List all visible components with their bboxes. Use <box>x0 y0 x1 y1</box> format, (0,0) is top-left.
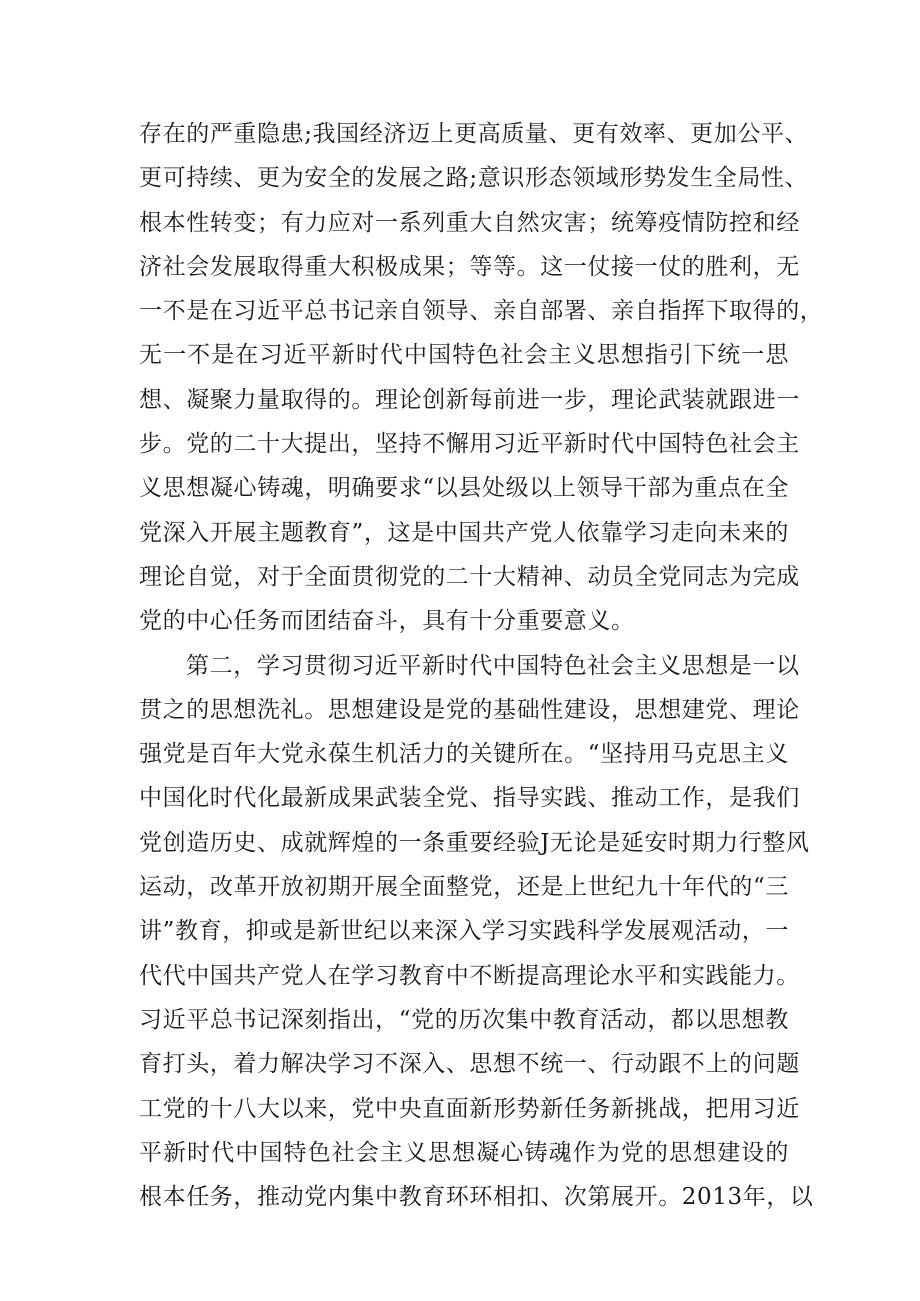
text-line: 平新时代中国特色社会主义思想凝心铸魂作为党的思想建设的 <box>139 1139 789 1166</box>
text-line: 工党的十八大以来，党中央直面新形势新任务新挑战，把用习近 <box>139 1095 800 1122</box>
text-line: 更可持续、更为安全的发展之路;意识形态领域形势发生全局性、 <box>139 165 809 192</box>
text-line: 育打头，着力解决学习不深入、思想不统一、行动跟不上的问题 <box>139 1051 800 1078</box>
text-line: 党的中心任务而团结奋斗，具有十分重要意义。 <box>139 608 635 635</box>
text-line: 一不是在习近平总书记亲自领导、亲自部署、亲自指挥下取得的， <box>139 298 824 325</box>
text-line: 中国化时代化最新成果武装全党、指导实践、推动工作，是我们 <box>139 785 800 812</box>
text-line: 义思想凝心铸魂，明确要求“以县处级以上领导干部为重点在全 <box>139 475 789 502</box>
text-line: 根本性转变；有力应对一系列重大自然灾害；统筹疫情防控和经 <box>139 209 800 236</box>
text-line: 强党是百年大党永葆生机活力的关键所在。“坚持用马克思主义 <box>139 741 789 768</box>
text-line: 想、凝聚力量取得的。理论创新每前进一步，理论武装就跟进一 <box>139 386 800 413</box>
text-line: 济社会发展取得重大积极成果；等等。这一仗接一仗的胜利，无 <box>139 253 800 280</box>
text-line: 习近平总书记深刻指出，“党的历次集中教育活动，都以思想教 <box>139 1006 789 1033</box>
text-line: 无一不是在习近平新时代中国特色社会主义思想指引下统一思 <box>139 342 789 369</box>
text-line: 步。党的二十大提出，坚持不懈用习近平新时代中国特色社会主 <box>139 431 800 458</box>
text-line: 代代中国共产党人在学习教育中不断提高理论水平和实践能力。 <box>139 962 800 989</box>
text-line: 根本任务，推动党内集中教育环环相扣、次第展开。2013年，以 <box>139 1184 814 1211</box>
text-line: 运动，改革开放初期开展全面整党，还是上世纪九十年代的“三 <box>139 874 789 901</box>
text-line: 存在的严重隐患;我国经济迈上更高质量、更有效率、更加公平、 <box>139 121 809 147</box>
text-line: 贯之的思想洗礼。思想建设是党的基础性建设，思想建党、理论 <box>139 696 800 723</box>
text-line: 第二，学习贯彻习近平新时代中国特色社会主义思想是一以 <box>186 652 800 679</box>
body-text <box>139 112 824 1219</box>
text-line: 理论自觉，对于全面贯彻党的二十大精神、动员全党同志为完成 <box>139 563 800 590</box>
paragraph-continuation <box>139 112 824 644</box>
text-line: 党深入开展主题教育”，这是中国共产党人依靠学习走向未来的 <box>139 519 789 546</box>
paragraph-second <box>139 644 814 1220</box>
text-line: 讲”教育，抑或是新世纪以来深入学习实践科学发展观活动，一 <box>139 918 789 945</box>
text-line: 党创造历史、成就辉煌的一条重要经验J无论是延安时期力行整风 <box>139 829 810 856</box>
